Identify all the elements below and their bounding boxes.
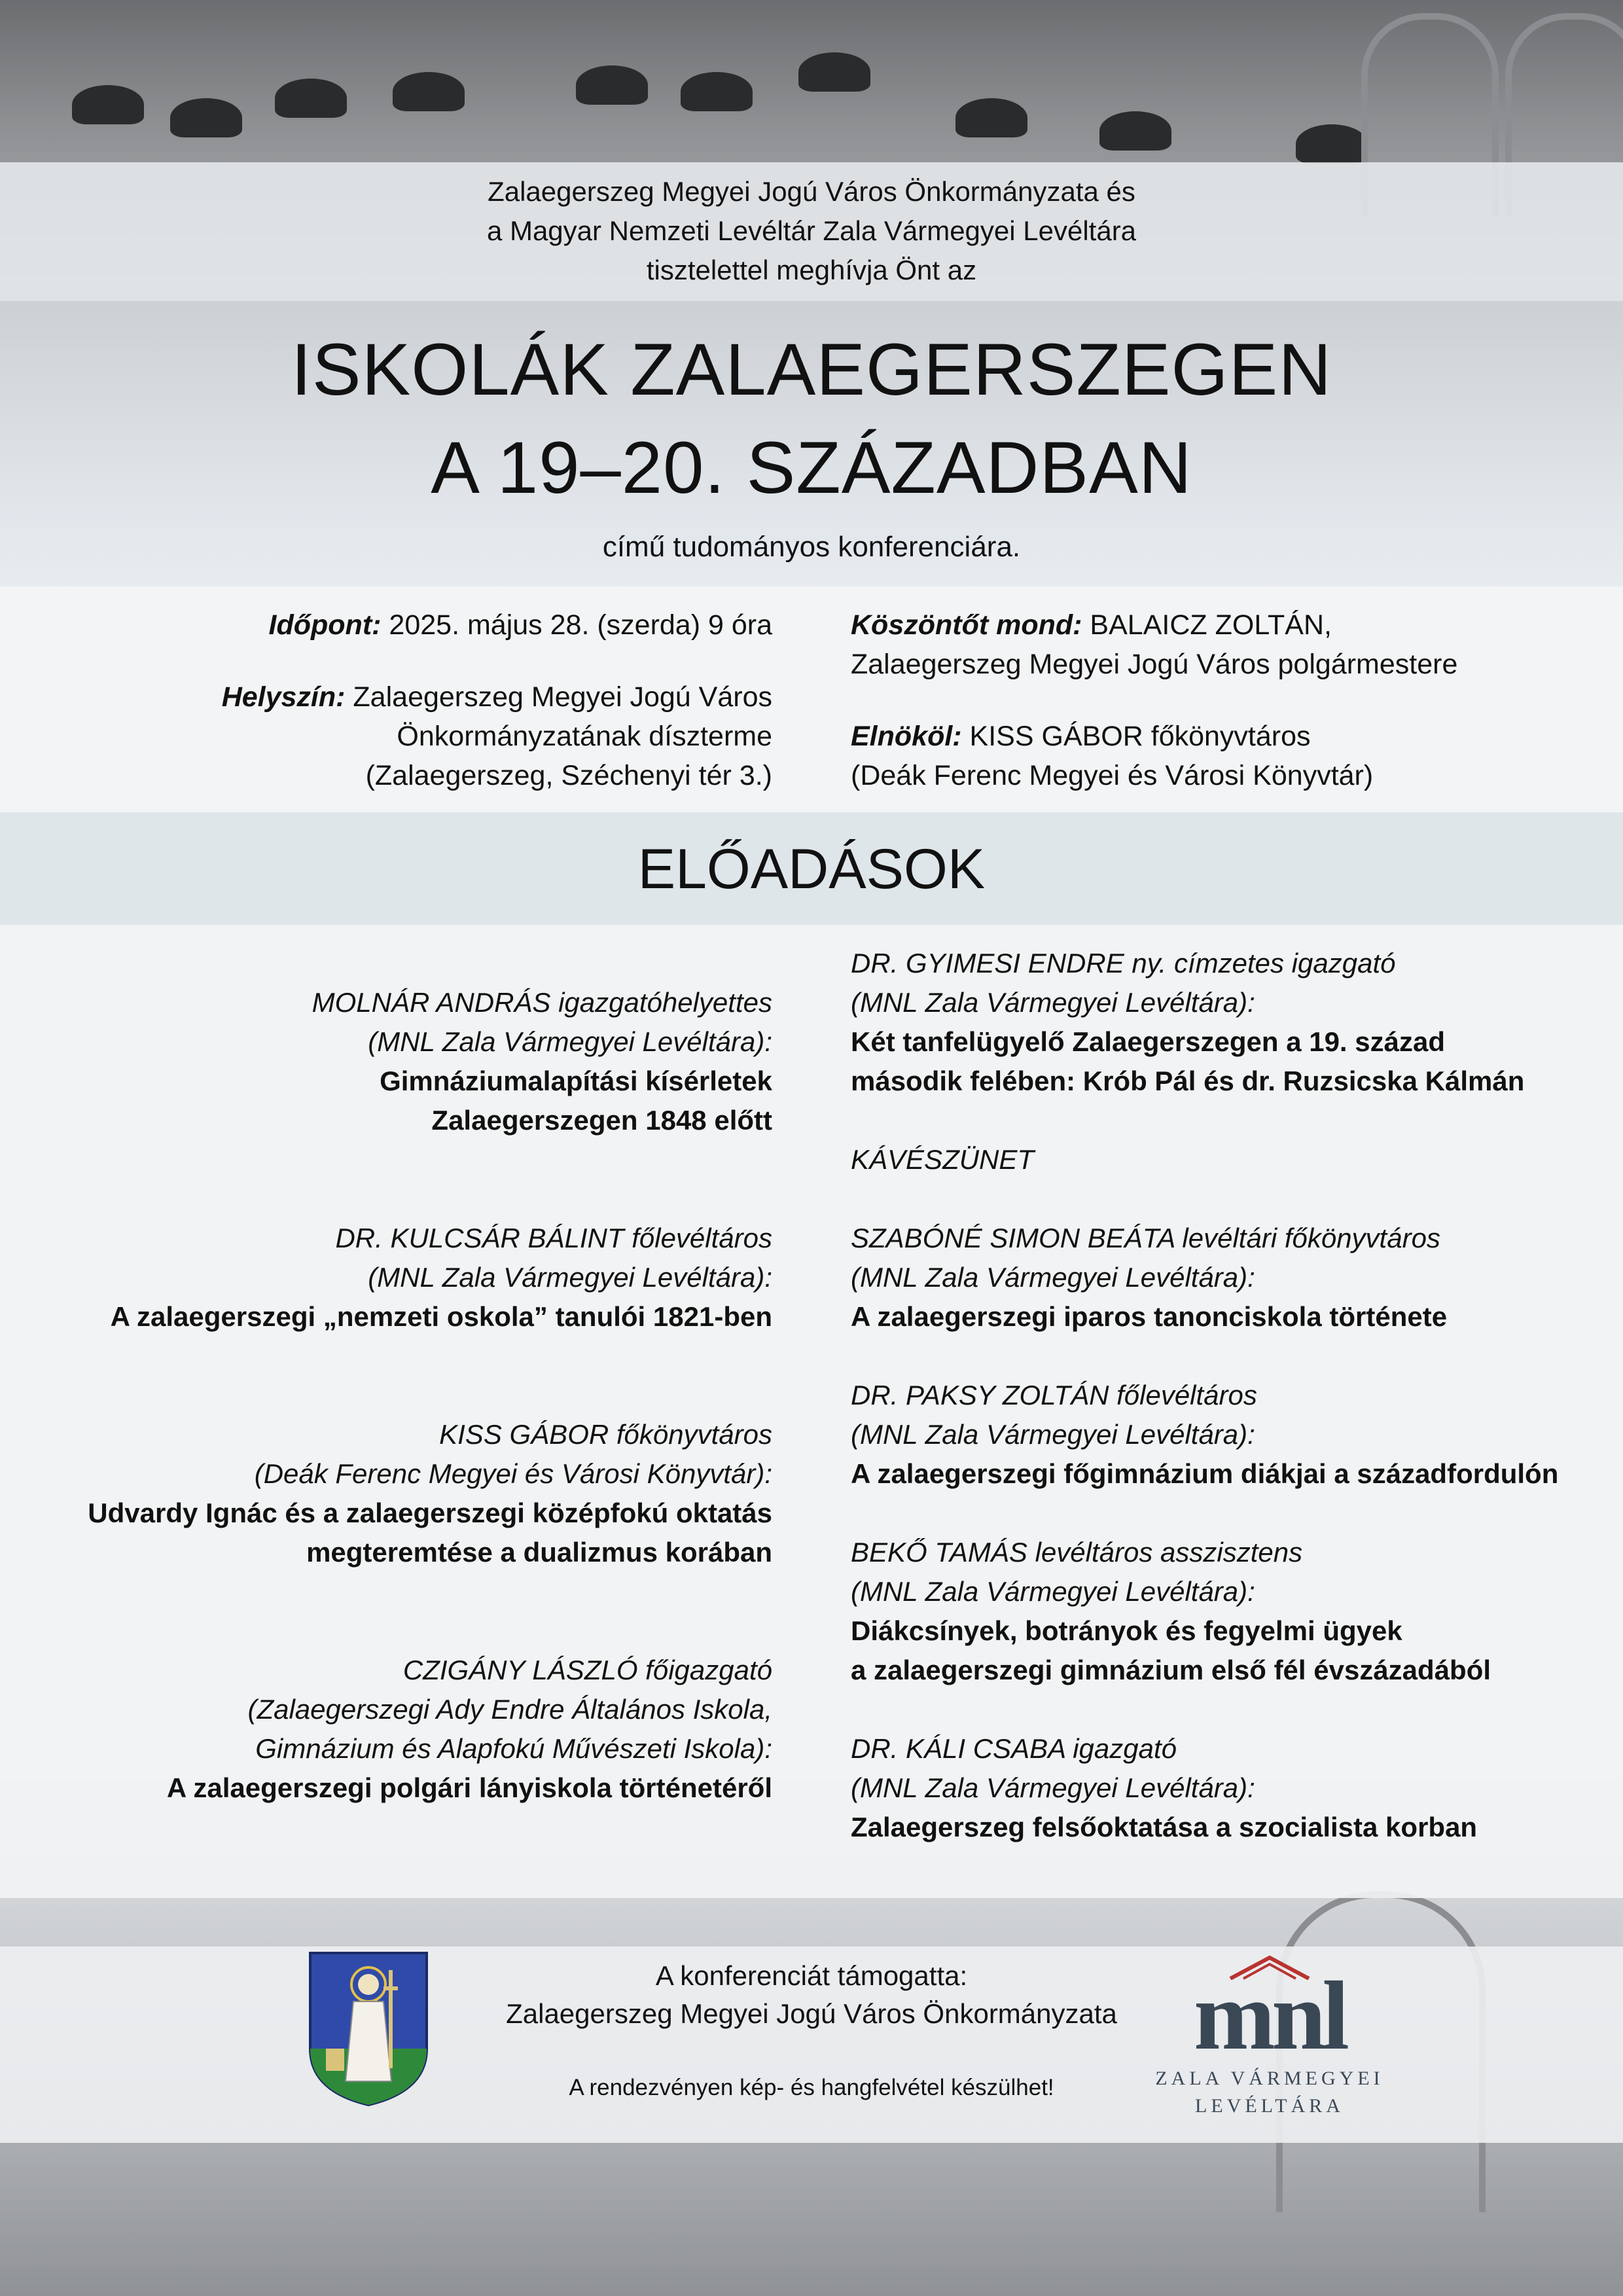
- lecture-title: Gimnáziumalapítási kísérletek: [380, 1066, 772, 1096]
- support-line: Zalaegerszeg Megyei Jogú Város Önkormányzata: [506, 1998, 1117, 2029]
- chair-row: [851, 717, 1584, 756]
- lecture-org: (MNL Zala Vármegyei Levéltára):: [851, 1419, 1255, 1450]
- lecture-item: [851, 1533, 1584, 1690]
- lecture-title: második felében: Krób Pál és dr. Ruzsicska Kálmán: [851, 1066, 1525, 1096]
- place-row: [65, 677, 772, 717]
- lecture-title: Diákcsínyek, botrányok és fegyelmi ügyek: [851, 1615, 1402, 1646]
- lecture-org: Gimnázium és Alapfokú Művészeti Iskola):: [255, 1733, 772, 1764]
- lecture-speaker: DR. KULCSÁR BÁLINT főlevéltáros: [335, 1223, 772, 1253]
- invite-line: Zalaegerszeg Megyei Jogú Város Önkormányzata és: [488, 176, 1135, 207]
- lecture-title: A zalaegerszegi „nemzeti oskola” tanulói 1821-ben: [110, 1301, 772, 1332]
- greeting-label: Köszöntőt mond:: [851, 609, 1082, 641]
- chair-value: KISS GÁBOR főkönyvtáros: [961, 721, 1311, 752]
- decorative-hat-shape: [393, 72, 465, 111]
- decorative-hat-shape: [275, 79, 347, 118]
- lecture-title: Udvardy Ignác és a zalaegerszegi középfokú oktatás: [88, 1498, 772, 1528]
- decorative-hat-shape: [681, 72, 753, 111]
- lecture-speaker: DR. GYIMESI ENDRE ny. címzetes igazgató: [851, 948, 1396, 978]
- event-details-left: [65, 605, 772, 795]
- title-line-1: ISKOLÁK ZALAEGERSZEGEN: [291, 329, 1332, 410]
- lecture-title: A zalaegerszegi iparos tanonciskola története: [851, 1301, 1448, 1332]
- invitation-text: [0, 172, 1623, 290]
- lecture-speaker: SZABÓNÉ SIMON BEÁTA levéltári főkönyvtáros: [851, 1223, 1440, 1253]
- lecture-org: (MNL Zala Vármegyei Levéltára):: [368, 1262, 772, 1293]
- lecture-title: Két tanfelügyelő Zalaegerszegen a 19. század: [851, 1026, 1446, 1057]
- lecture-item: [851, 1219, 1584, 1336]
- archive-logo: [1145, 1954, 1394, 2117]
- lecture-item: [851, 1376, 1584, 1494]
- place-line: (Zalaegerszeg, Széchenyi tér 3.): [365, 760, 772, 791]
- greeting-value: BALAICZ ZOLTÁN,: [1082, 609, 1332, 641]
- lecture-title: a zalaegerszegi gimnázium első fél évszázadából: [851, 1655, 1491, 1685]
- chair-line: (Deák Ferenc Megyei és Városi Könyvtár): [851, 760, 1374, 791]
- time-label: Időpont:: [268, 609, 382, 641]
- place-value: Zalaegerszeg Megyei Jogú Város: [345, 681, 772, 713]
- chair-label: Elnököl:: [851, 721, 962, 752]
- place-line: Önkormányzatának díszterme: [397, 721, 772, 752]
- lecture-item: [65, 1219, 772, 1336]
- greeting-line: Zalaegerszeg Megyei Jogú Város polgármestere: [851, 649, 1458, 680]
- logo-mark: mnl: [1193, 1962, 1346, 2070]
- lecture-speaker: DR. KÁLI CSABA igazgató: [851, 1733, 1177, 1764]
- lecture-speaker: KISS GÁBOR főkönyvtáros: [439, 1419, 772, 1450]
- decorative-hat-shape: [1099, 111, 1171, 151]
- subtitle: című tudományos konferenciára.: [602, 531, 1021, 563]
- recording-note: A rendezvényen kép- és hangfelvétel készülhet!: [569, 2075, 1054, 2100]
- invite-line: a Magyar Nemzeti Levéltár Zala Vármegyei Levéltára: [486, 215, 1137, 246]
- lecture-item: [65, 1651, 772, 1808]
- decorative-hat-shape: [1296, 124, 1368, 164]
- lecture-item: [851, 944, 1584, 1101]
- title-line-2: A 19–20. SZÁZADBAN: [431, 427, 1192, 509]
- event-details-right: [851, 605, 1584, 795]
- lecture-speaker: DR. PAKSY ZOLTÁN főlevéltáros: [851, 1380, 1257, 1410]
- lecture-item: [65, 1415, 772, 1572]
- coffee-break-label: KÁVÉSZÜNET: [851, 1144, 1035, 1175]
- decorative-hat-shape: [798, 52, 870, 92]
- lecture-org: (MNL Zala Vármegyei Levéltára):: [851, 987, 1255, 1018]
- lecture-title: A zalaegerszegi polgári lányiskola történetéről: [166, 1772, 772, 1803]
- lecture-org: (Deák Ferenc Megyei és Városi Könyvtár):: [254, 1458, 772, 1489]
- lecture-title: Zalaegerszegen 1848 előtt: [431, 1105, 772, 1136]
- time-value: 2025. május 28. (szerda) 9 óra: [381, 609, 772, 641]
- time-row: [65, 605, 772, 645]
- lecture-org: (MNL Zala Vármegyei Levéltára):: [851, 1262, 1255, 1293]
- logo-line: LEVÉLTÁRA: [1195, 2095, 1344, 2117]
- lectures-heading: ELŐADÁSOK: [637, 838, 986, 901]
- page-title: [0, 321, 1623, 517]
- logo-line: ZALA VÁRMEGYEI: [1155, 2068, 1384, 2089]
- support-line: A konferenciát támogatta:: [655, 1960, 968, 1991]
- lecture-title: A zalaegerszegi főgimnázium diákjai a századfordulón: [851, 1458, 1559, 1489]
- greeting-row: [851, 605, 1584, 645]
- lecture-speaker: BEKŐ TAMÁS levéltáros asszisztens: [851, 1537, 1303, 1568]
- lecture-org: (MNL Zala Vármegyei Levéltára):: [851, 1772, 1255, 1803]
- place-label: Helyszín:: [221, 681, 346, 713]
- lecture-org: (MNL Zala Vármegyei Levéltára):: [368, 1026, 772, 1057]
- lecture-item: [65, 983, 772, 1140]
- decorative-hat-shape: [955, 98, 1027, 137]
- lecture-item: [851, 1729, 1584, 1847]
- lecture-speaker: CZIGÁNY LÁSZLÓ főigazgató: [402, 1655, 772, 1685]
- decorative-hat-shape: [576, 65, 648, 105]
- decorative-hat-shape: [170, 98, 242, 137]
- lecture-org: (Zalaegerszegi Ady Endre Általános Iskola,: [247, 1694, 772, 1725]
- invite-line: tisztelettel meghívja Önt az: [646, 255, 977, 285]
- lecture-speaker: MOLNÁR ANDRÁS igazgatóhelyettes: [312, 987, 772, 1018]
- lecture-org: (MNL Zala Vármegyei Levéltára):: [851, 1576, 1255, 1607]
- coffee-break: [851, 1140, 1584, 1179]
- lecture-title: Zalaegerszeg felsőoktatása a szocialista korban: [851, 1812, 1478, 1842]
- lecture-title: megteremtése a dualizmus korában: [306, 1537, 772, 1568]
- decorative-hat-shape: [72, 85, 144, 124]
